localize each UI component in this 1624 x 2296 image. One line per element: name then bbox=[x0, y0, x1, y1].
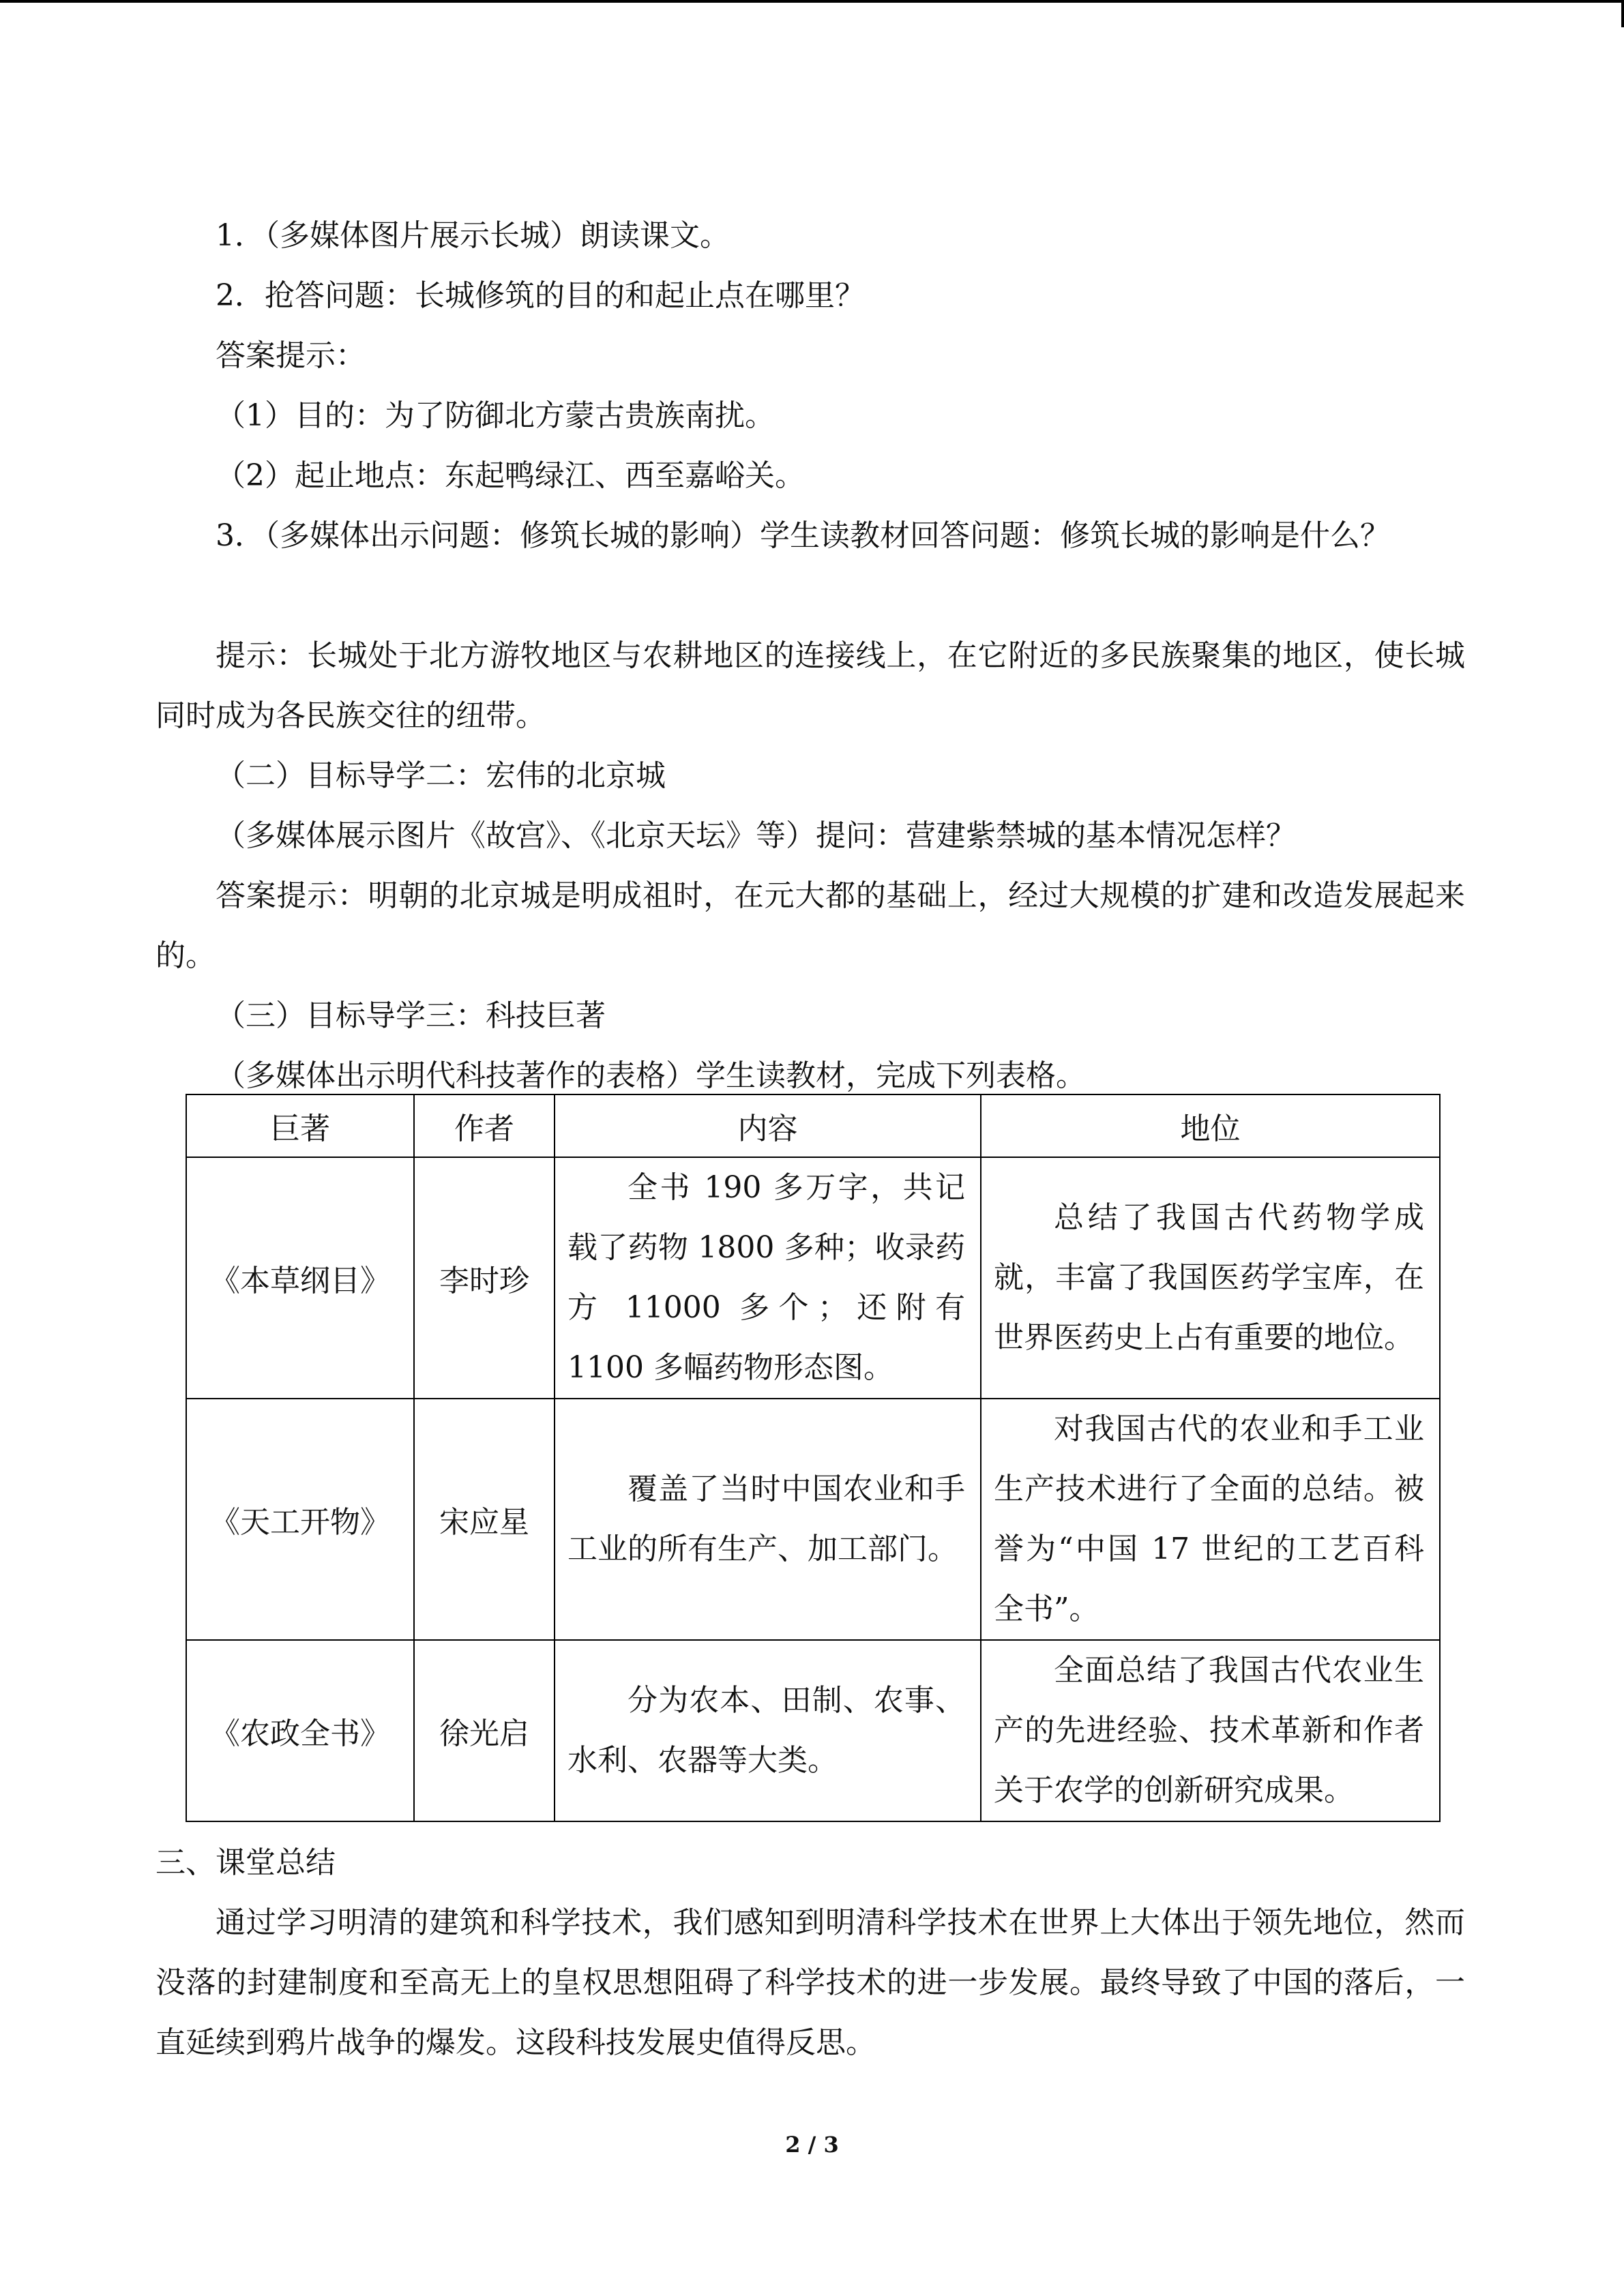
heading-class-summary: 三、课堂总结 bbox=[156, 1845, 336, 1880]
header-author: 作者 bbox=[414, 1094, 555, 1157]
paragraph-12: （多媒体出示明代科技著作的表格）学生读教材，完成下列表格。 bbox=[216, 1058, 1086, 1093]
table-row bbox=[186, 1157, 1440, 1399]
work-content: 覆盖了当时中国农业和手工业的所有生产、加工部门。 bbox=[555, 1399, 981, 1640]
work-name: 《本草纲目》 bbox=[186, 1157, 414, 1399]
work-status: 全面总结了我国古代农业生产的先进经验、技术革新和作者关于农学的创新研究成果。 bbox=[981, 1640, 1440, 1821]
work-author: 李时珍 bbox=[414, 1157, 555, 1399]
header-status: 地位 bbox=[981, 1094, 1440, 1157]
heading-objective-2: （二）目标导学二：宏伟的北京城 bbox=[216, 758, 666, 793]
header-content: 内容 bbox=[555, 1094, 981, 1157]
work-author: 徐光启 bbox=[414, 1640, 555, 1821]
table-header-row bbox=[186, 1094, 1440, 1157]
table-row bbox=[186, 1399, 1440, 1640]
science-works-table bbox=[186, 1094, 1441, 1822]
paragraph-1: 1．（多媒体图片展示长城）朗读课文。 bbox=[216, 218, 730, 253]
paragraph-5: （2）起止地点：东起鸭绿江、西至嘉峪关。 bbox=[216, 458, 805, 493]
work-content: 全书 190 多万字，共记载了药物 1800 多种；收录药方 11000 多个；还附有 1100 多幅药物形态图。 bbox=[555, 1157, 981, 1399]
paragraph-10: 答案提示：明朝的北京城是明成祖时，在元大都的基础上，经过大规模的扩建和改造发展起来的。 bbox=[156, 878, 1465, 973]
paragraph-9: （多媒体展示图片《故宫》、《北京天坛》等）提问：营建紫禁城的基本情况怎样？ bbox=[216, 818, 1296, 853]
paragraph-4: （1）目的：为了防御北方蒙古贵族南扰。 bbox=[216, 398, 775, 433]
work-name: 《农政全书》 bbox=[186, 1640, 414, 1821]
work-name: 《天工开物》 bbox=[186, 1399, 414, 1640]
paragraph-2: 2．抢答问题：长城修筑的目的和起止点在哪里？ bbox=[216, 278, 865, 313]
work-status: 总结了我国古代药物学成就，丰富了我国医药学宝库，在世界医药史上占有重要的地位。 bbox=[981, 1157, 1440, 1399]
paragraph-6: 3．（多媒体出示问题：修筑长城的影响）学生读教材回答问题：修筑长城的影响是什么？ bbox=[216, 518, 1390, 553]
page-number: 2 / 3 bbox=[785, 2132, 839, 2158]
work-author: 宋应星 bbox=[414, 1399, 555, 1640]
page-right-border bbox=[1621, 0, 1624, 27]
work-content: 分为农本、田制、农事、水利、农器等大类。 bbox=[555, 1640, 981, 1821]
table-row bbox=[186, 1640, 1440, 1821]
page-top-border bbox=[0, 0, 1624, 3]
heading-objective-3: （三）目标导学三：科技巨著 bbox=[216, 998, 606, 1033]
header-work: 巨著 bbox=[186, 1094, 414, 1157]
summary-paragraph: 通过学习明清的建筑和科学技术，我们感知到明清科学技术在世界上大体出于领先地位，然而没落的封建制度和至高无上的皇权思想阻碍了科学技术的进一步发展。最终导致了中国的落后，一直延续到鸦片战争的爆发。这段科技发展史值得反思。 bbox=[156, 1905, 1465, 2060]
work-status: 对我国古代的农业和手工业生产技术进行了全面的总结。被誉为“中国 17 世纪的工艺百科全书”。 bbox=[981, 1399, 1440, 1640]
paragraph-3: 答案提示： bbox=[216, 338, 366, 373]
paragraph-7: 提示：长城处于北方游牧地区与农耕地区的连接线上，在它附近的多民族聚集的地区，使长城同时成为各民族交往的纽带。 bbox=[156, 638, 1465, 733]
